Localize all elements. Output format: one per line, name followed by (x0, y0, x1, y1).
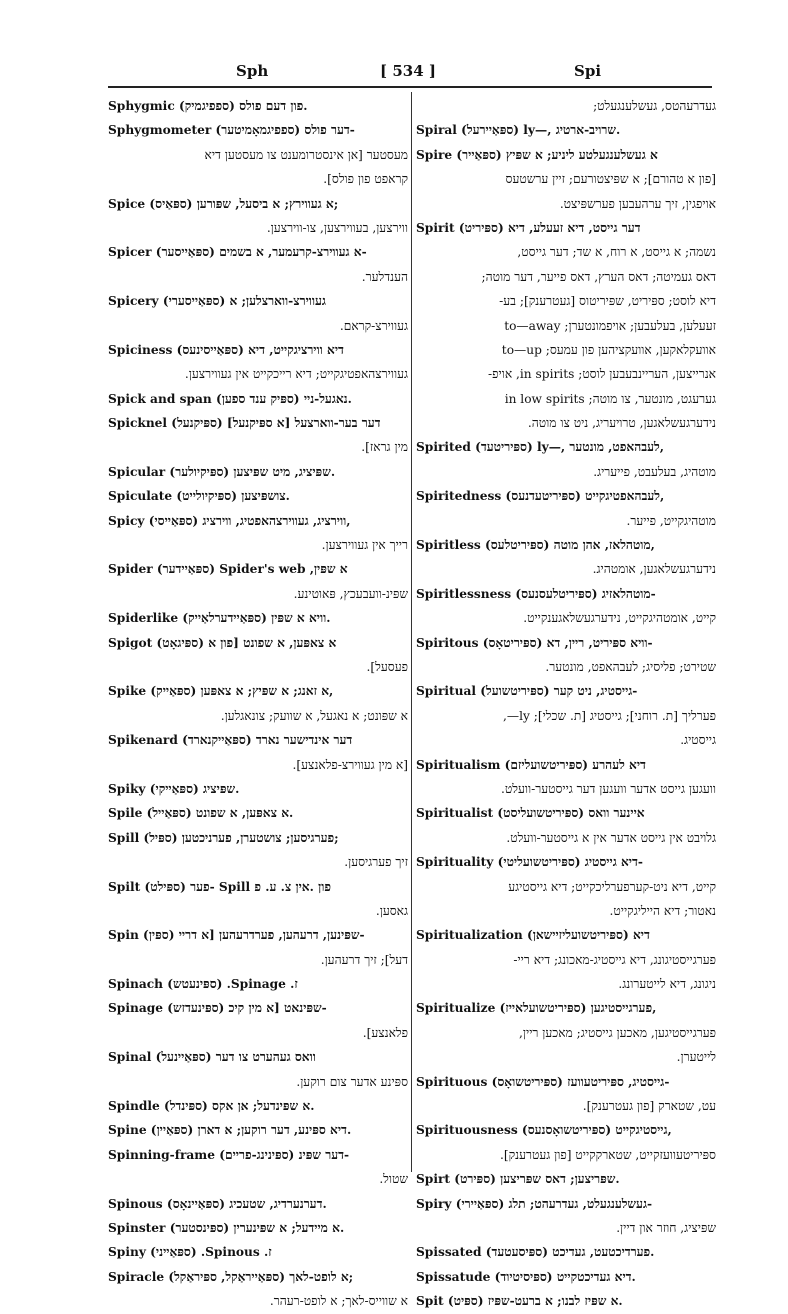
dictionary-entry: Spider (ספּאַיידער) Spider's web ,א שפּין (108, 562, 348, 577)
dictionary-entry: Spinous (ספּאַיינאָס) דערנערדיג, שטעכיג. (108, 1196, 327, 1211)
entry-continuation: געווירצהאפטיגקייט; דיא רייכקייט אין געווירצען. (184, 367, 408, 382)
entry-continuation: א שפּונט; א נאגעל, א שוועק; צונאגלען. (220, 708, 408, 723)
entry-continuation: מין גראז]. (361, 440, 408, 455)
entry-continuation: זיך פערגיסען. (344, 855, 408, 870)
dictionary-entry: Spin (ספּין) שפּינען, דרעהען, פערדרעהען [א דריי- (108, 928, 365, 943)
entry-continuation: וועגען גייסט אדער וועגען דער גייסטער-וועלט. (501, 781, 716, 796)
dictionary-entry: Spiry (ספּאַיירי) געשלענגעלט, געדרעהט; תלג- (416, 1196, 653, 1211)
entry-continuation: געדרעהטס, געשלענגעלט; (593, 99, 716, 113)
entry-continuation: נאטור; דיא הייליגקייט. (609, 903, 716, 918)
dictionary-entry: Spiderlike (ספּאַיידערלאַייק) וויא א שפּין. (108, 611, 331, 626)
entry-continuation: דיא לוסט; ספּיריט, שפּיריטוס [געטרענק]; בע- (499, 294, 716, 309)
entry-continuation: [פון א טהורם]; א שפּיצטורעם; זיין ערשטעס (505, 172, 716, 187)
entry-continuation: רייך אין געווירצען. (321, 538, 408, 553)
dictionary-page (100, 58, 716, 1309)
entry-continuation: פעסעל]. (366, 659, 408, 674)
dictionary-entry: Spiciness (ספּאַייסינעס) דיא ווירציגקייט, דיא (108, 342, 344, 357)
right-column (416, 94, 716, 1309)
right-catchword: Spi (574, 62, 602, 80)
entry-continuation: הענדלער. (361, 269, 408, 284)
dictionary-entry: Spirited (ספּיריטעד) ly—, לעבהאפט, מונטער, (416, 440, 664, 455)
dictionary-entry: Sphygmometer (ספפיגמאָמיטער) דער פולס- (108, 123, 355, 138)
dictionary-entry: Spiral (ספּאַיירעל) ly—, שרויב-ארטיג. (416, 123, 621, 138)
dictionary-entry: Spinage (ספּינעדזש) שפּינאט [א מין קיכ- (108, 1001, 327, 1016)
entry-continuation: קייט, אומטהיגקייט, נידערגעשלאגענקייט. (523, 611, 716, 626)
dictionary-entry: Spirituality (ספּיריטשועליטי) דיא גייסטיג- (416, 855, 643, 870)
entry-continuation: שפּינ-וועבעכץ, פּאוטינע. (293, 586, 408, 601)
dictionary-entry: Spit (ספּיט) א שפּיז לבנו; א ברעט-שפּיז. (416, 1294, 623, 1309)
entry-continuation: נשמה; א גייסט, א רוח, א שד; דער גייסט, (517, 245, 716, 260)
left-catchword: Sph (236, 62, 269, 80)
dictionary-entry: Spicery (ספּאַייסערי) געווירצ-ווארצלען; א (108, 294, 326, 309)
dictionary-entry: Spiritous (ספּיריטאָס) וויא ספּיריט, ריין, דא- (416, 635, 653, 650)
entry-continuation: דעל]; זיך דרעהען. (320, 952, 408, 967)
entry-continuation: אויפגין, זיך ערהעבען פערשפּיצט. (559, 196, 716, 211)
page-number: [ 534 ] (380, 62, 436, 80)
dictionary-entry: Spiritless (ספּיריטלעס) מוטהלאז, אהן מוטה, (416, 538, 655, 553)
entry-continuation: גערעגט, מונטער, צו מוטה; in low spirits (504, 391, 716, 406)
entry-continuation: פלאנצע]. (362, 1025, 408, 1040)
entry-continuation: מוטהיג, בעלעבט, פייעריג. (593, 464, 716, 479)
entry-continuation: גאסען. (375, 903, 408, 918)
entry-continuation: זעעלען, בעלעבען; אויפמונטערן; to—away (504, 318, 716, 333)
dictionary-entry: Spikenard (ספּאַייקנארד) דער אינדישער נארד (108, 733, 353, 748)
dictionary-entry: Spiritualize (ספּיריטשועלאייז) פערגייסטיגען, (416, 1001, 657, 1016)
left-column (108, 94, 408, 1309)
entry-continuation: פערגייסטיגונג, דיא גייסטיג-מאכונג; דיא ריי- (513, 952, 716, 967)
entry-continuation: געווירצ-קראם. (339, 318, 408, 333)
dictionary-entry: Spire (ספּאַייר) א געשלענגעלטע ליניע; א שפּיץ (416, 147, 658, 162)
page-header (100, 58, 712, 84)
dictionary-entry: Spice (ספּאַיס) א געווירץ; א ביסעל, שפּורען; (108, 196, 339, 211)
entry-continuation: לייטערן. (676, 1050, 716, 1065)
dictionary-entry: Spirit (ספּיריט) דער גייסט, דיא זעעלע, דיא (416, 220, 641, 235)
dictionary-entry: Spine (ספּאַיין) דיא ספּינע, דער רוקען; א דארן. (108, 1123, 352, 1138)
entry-continuation: אוועקלאקען, אוועקציהען פון עמעס; to—up (501, 342, 716, 357)
entry-continuation: א שווייס-לאך; א לופט-רעהר. (269, 1294, 408, 1309)
entry-continuation: ספּינע אדער צום רוקען. (296, 1074, 408, 1089)
dictionary-entry: Spiritedness (ספּיריטעדנעס) לעבהאפטיגקייט, (416, 489, 665, 504)
dictionary-entry: Spiritlessness (ספּיריטלעסנעס) מוטהלאזיג- (416, 586, 656, 601)
dictionary-entry: Spirituousness (ספּיריטשואָסנעס) גייסטיגקייט, (416, 1123, 672, 1138)
dictionary-entry: Spissated (ספּיסעטעד) פערדיכטעט, געדיכט. (416, 1245, 655, 1260)
entry-continuation: דאס געמיטה; דאס הערץ, דאס פייער, דער מוטה; (481, 269, 716, 284)
entry-continuation: [א מין געווירצ-פלאנצע]. (292, 757, 408, 772)
dictionary-entry: Sphygmic (ספפיגמיק) פון דעם פולס. (108, 99, 308, 113)
entry-continuation: קייט, דיא ניט-קערפערליכקייט; דיא גייסטיגע (508, 879, 716, 894)
dictionary-entry: Spiny (ספּאַייני) .Spinous .ז (108, 1245, 272, 1260)
entry-continuation: מעסטער [אן אינסטרומענט צו מעסטען דיא (204, 147, 408, 162)
dictionary-entry: Spinning-frame (ספּינינג-פריים) דער שפּינ- (108, 1147, 350, 1162)
dictionary-entry: Spinal (ספּאַיינעל) וואס געהערט צו דער (108, 1050, 316, 1065)
entry-continuation: שפּיציג, חוזר און דיין. (616, 1220, 716, 1235)
entry-continuation: מוטהיגקייט, פייער. (626, 513, 716, 528)
dictionary-entry: Spick and span (ספּיק ענד ספען) נאגעל-ניי. (108, 391, 352, 406)
column-divider (411, 92, 412, 1172)
entry-continuation: אנרייצען, העריינבעבען לוסט; in spirits, אויפ- (488, 367, 716, 382)
dictionary-entry: Spicular (ספּיקיולער) שפּיציג, מיט שפּיצען. (108, 464, 336, 479)
dictionary-entry: Spiky (ספּאַייקי) שפּיציג. (108, 781, 240, 796)
dictionary-entry: Spindle (ספּינדל) א שפּינדעל; אן אקס. (108, 1099, 315, 1114)
dictionary-entry: Spissatude (ספּיסיטיוד) דיא געדיכטקייט. (416, 1269, 636, 1284)
entry-continuation: שטירט; פליסיג; לעבהאפט, מונטער. (545, 659, 716, 674)
entry-continuation: ספּיריטעוועזקייט, שטארקקייט [פון געטרענק]. (500, 1147, 716, 1162)
dictionary-entry: Spiritualization (ספּיריטשועליזיישאן) דיא (416, 928, 650, 943)
dictionary-entry: Spiritualism (ספּיריטשועליזם) דיא לעהרע (416, 757, 646, 772)
entry-continuation: פערגייסטיגען, מאכען גייסטיג; מאכען ריין, (519, 1025, 716, 1040)
dictionary-entry: Spile (ספּאַייל) א צאפּען, א שפונט. (108, 806, 294, 821)
entry-continuation: פערליך [ת. רוחני]; גייסטיג [ת. שכלי]; ly—, (503, 708, 716, 723)
dictionary-entry: Spicknel (ספּיקנעל) [א ספּיקנעל] דער בער-ווארצעל (108, 416, 381, 431)
dictionary-entry: Spicy (ספּאַייסי) ווירציג, געווירצהאפטיג, ווירציג, (108, 513, 351, 528)
entry-continuation: גייסטיג. (680, 733, 716, 748)
header-rule (108, 86, 712, 88)
entry-continuation: עט, שטארק [פון געטרענק]. (582, 1099, 716, 1114)
dictionary-entry: Spirituous (ספּיריטשואָס) גייסטיג, ספּיריטעוועז- (416, 1074, 670, 1089)
dictionary-entry: Spiculate (ספּיקיולייט) צושפּיצען. (108, 489, 290, 504)
entry-continuation: ניגונג, דיא לייטערונג. (618, 977, 716, 992)
dictionary-entry: Spigot (ספּיגאָט) א צאפּען, א שפונט [פון א (108, 635, 337, 650)
dictionary-entry: Spill (ספּיל) פערגיסען; צושטערן, פערניכטען; (108, 830, 339, 845)
dictionary-entry: Spiracle (ספּאַייראַקל, ספּיראַקל) א לופט-לאך; (108, 1269, 354, 1284)
dictionary-entry: Spinster (ספּינסטער) א מיידעל; א שפּינערין. (108, 1220, 345, 1235)
dictionary-entry: Spiritual (ספּיריטשועל) גייסטיג, ניט קער- (416, 684, 638, 699)
entry-continuation: גלויבט אין גייסט אדער אין א גייסטער-וועלט. (506, 830, 716, 845)
entry-continuation: נידערגעשלאגען, טרויעריג, ניט צו מוטה. (527, 416, 716, 431)
dictionary-entry: Spilt (ספּילט) פער- Spill פון .אין צ. ע. פ (108, 879, 331, 894)
dictionary-entry: Spike (ספּאַייק) א זאנג; א שפּיץ; א צאפּען, (108, 684, 334, 699)
entry-continuation: נידערגעשלאגען, אומטהיג. (592, 562, 716, 577)
dictionary-entry: Spinach (ספּינעטש) .Spinage .ז (108, 977, 298, 992)
dictionary-entry: Spiritualist (ספּיריטשועליסט) איינער וואס (416, 806, 645, 821)
entry-continuation: שטול. (379, 1172, 408, 1187)
dictionary-entry: Spirt (ספּירט) שפּריצען; דאס שפּריצען. (416, 1172, 620, 1187)
entry-continuation: ווירצען, בעווירצען, צו-ווירצען. (266, 220, 408, 235)
dictionary-entry: Spicer (ספּאַייסער) א געווירצ-קרעמער, א בשמים- (108, 245, 367, 260)
entry-continuation: קראפט פון פולס]. (323, 172, 408, 187)
